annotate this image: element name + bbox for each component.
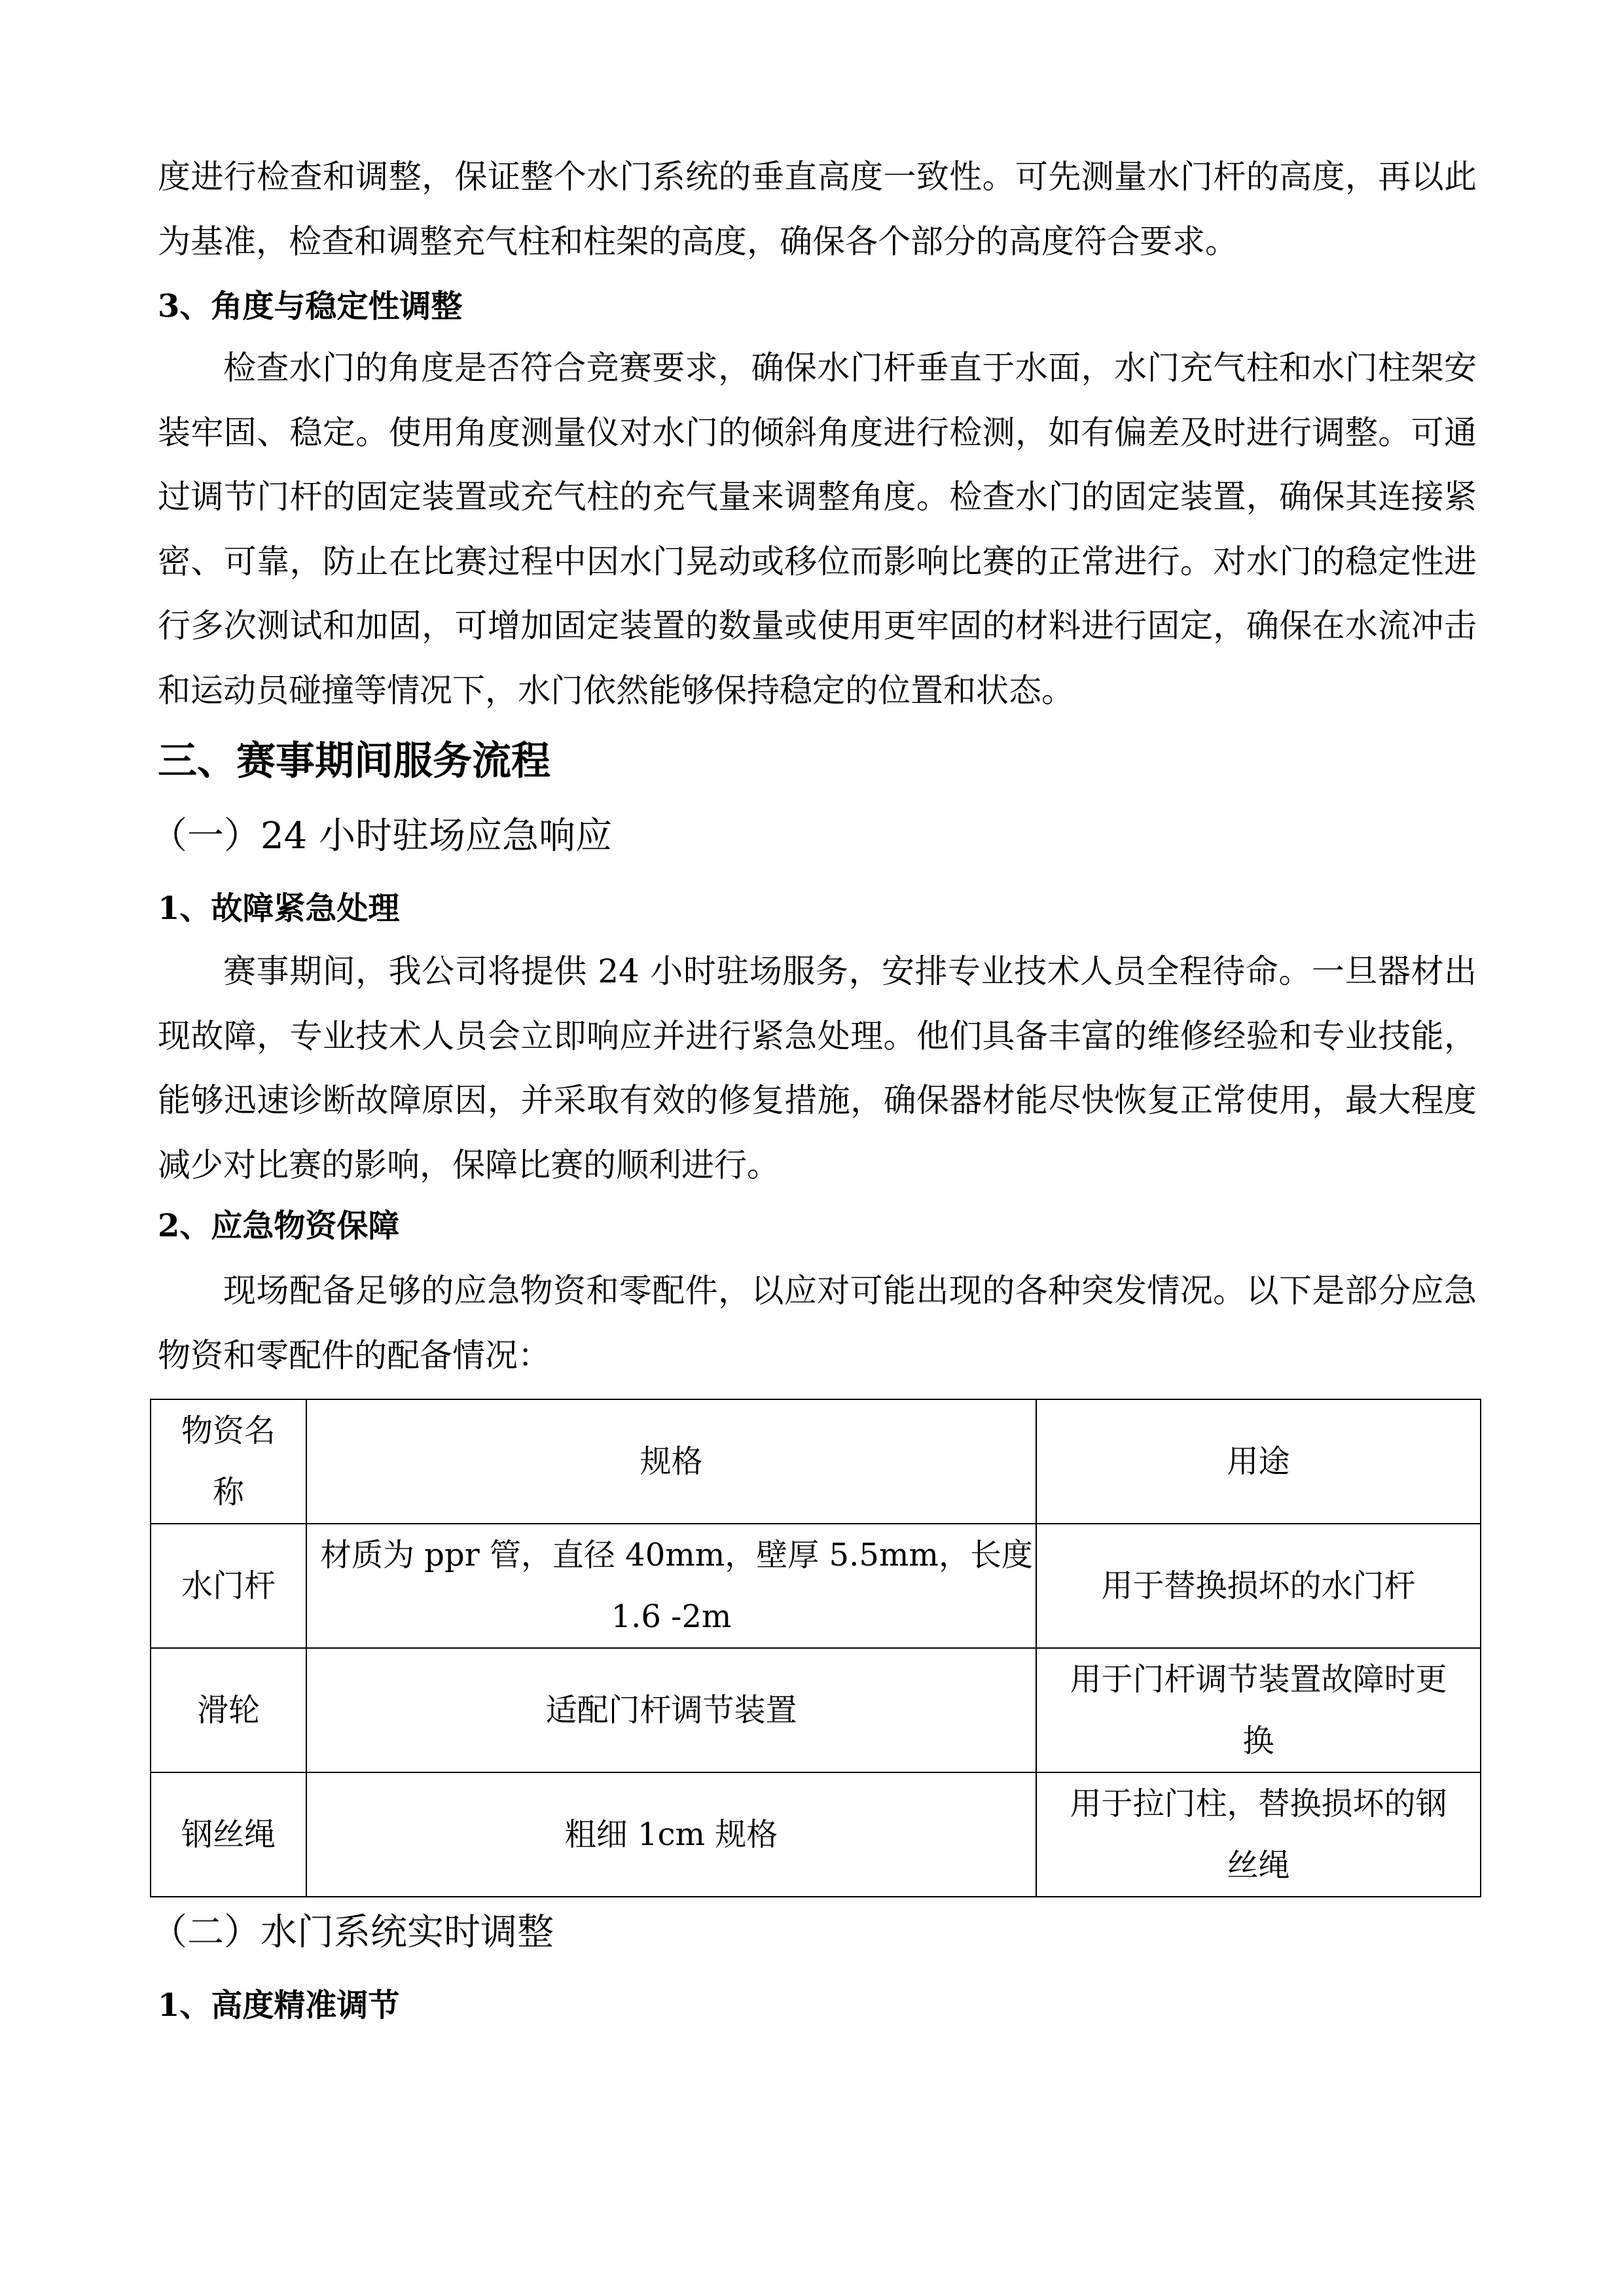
paragraph-fault-handling <box>158 939 1477 1197</box>
heading-emergency-supplies: 2、应急物资保障 <box>158 1208 400 1244</box>
cell-name <box>151 1648 306 1772</box>
cell-line: 称 <box>212 1474 244 1511</box>
text-line: 检查水门的角度是否符合竞赛要求，确保水门杆垂直于水面，水门充气柱和水门柱架安 <box>223 349 1477 387</box>
paragraph-height-check <box>158 145 1477 274</box>
cell-line: 用途 <box>1227 1443 1290 1480</box>
cell-line: 换 <box>1242 1723 1274 1759</box>
table-and-following-section <box>150 1399 1481 2037</box>
text-line: 过调节门杆的固定装置或充气柱的充气量来调整角度。检查水门的固定装置，确保其连接紧 <box>158 478 1477 516</box>
cell-line: 粗细 1cm 规格 <box>564 1816 778 1853</box>
cell-line: 物资名 <box>181 1412 276 1449</box>
text-line: 减少对比赛的影响，保障比赛的顺利进行。 <box>158 1145 780 1184</box>
cell-line: 水门杆 <box>181 1568 276 1604</box>
heading-section-3: 三、赛事期间服务流程 <box>158 738 550 784</box>
cell-line: 规格 <box>640 1443 703 1480</box>
cell-spec <box>306 1524 1036 1648</box>
text-line: 密、可靠，防止在比赛过程中因水门晃动或移位而影响比赛的正常进行。对水门的稳定性进 <box>158 542 1477 581</box>
heading-sub-2: （二）水门系统实时调整 <box>151 1911 554 1954</box>
text-line: 赛事期间，我公司将提供 24 小时驻场服务，安排专业技术人员全程待命。一旦器材出 <box>223 952 1477 990</box>
cell-spec <box>306 1772 1036 1897</box>
cell-name <box>151 1772 306 1897</box>
cell-line: 材质为 ppr 管，直径 40mm，壁厚 5.5mm，长度 <box>320 1537 1033 1573</box>
text-line: 度进行检查和调整，保证整个水门系统的垂直高度一致性。可先测量水门杆的高度，再以此 <box>158 158 1477 196</box>
text-line: 现故障，专业技术人员会立即响应并进行紧急处理。他们具备丰富的维修经验和专业技能， <box>158 1016 1477 1055</box>
heading-angle-stability: 3、角度与稳定性调整 <box>158 288 463 325</box>
paragraph-angle-stability <box>158 336 1477 723</box>
cell-line: 用于门杆调节装置故障时更 <box>1070 1661 1447 1698</box>
cell-line: 滑轮 <box>196 1692 260 1729</box>
text-line: 为基准，检查和调整充气柱和柱架的高度，确保各个部分的高度符合要求。 <box>158 222 1238 260</box>
text-line: 和运动员碰撞等情况下，水门依然能够保持稳定的位置和状态。 <box>158 671 1074 709</box>
paragraph-emergency-supplies <box>158 1259 1477 1388</box>
supplies-table <box>150 1399 1481 1897</box>
cell-spec <box>306 1648 1036 1772</box>
table-row <box>151 1648 1481 1772</box>
text-line: 行多次测试和加固，可增加固定装置的数量或使用更牢固的材料进行固定，确保在水流冲击 <box>158 607 1477 645</box>
header-cell-usage <box>1036 1399 1481 1524</box>
cell-usage <box>1036 1648 1481 1772</box>
text-line: 能够迅速诊断故障原因，并采取有效的修复措施，确保器材能尽快恢复正常使用，最大程度 <box>158 1081 1477 1120</box>
cell-line: 用于拉门柱，替换损坏的钢 <box>1070 1785 1447 1822</box>
cell-line: 钢丝绳 <box>181 1816 276 1853</box>
heading-fault-handling: 1、故障紧急处理 <box>158 890 400 927</box>
heading-sub-1: （一）24 小时驻场应急响应 <box>151 815 613 857</box>
cell-line: 用于替换损坏的水门杆 <box>1101 1568 1416 1604</box>
text-line: 物资和零配件的配备情况： <box>158 1336 550 1374</box>
cell-line: 丝绳 <box>1227 1847 1290 1884</box>
table-row <box>151 1772 1481 1897</box>
header-cell-name <box>151 1399 306 1524</box>
heading-height-adjust: 1、高度精准调节 <box>158 1987 400 2024</box>
cell-line: 适配门杆调节装置 <box>545 1692 797 1729</box>
cell-name <box>151 1524 306 1648</box>
text-line: 现场配备足够的应急物资和零配件，以应对可能出现的各种突发情况。以下是部分应急 <box>223 1272 1477 1310</box>
header-cell-spec <box>306 1399 1036 1524</box>
text-line: 装牢固、稳定。使用角度测量仪对水门的倾斜角度进行检测，如有偏差及时进行调整。可通 <box>158 413 1477 452</box>
table-header-row <box>151 1399 1481 1524</box>
cell-usage <box>1036 1772 1481 1897</box>
cell-line: 1.6 -2m <box>611 1598 732 1635</box>
table-row <box>151 1524 1481 1648</box>
cell-usage <box>1036 1524 1481 1648</box>
